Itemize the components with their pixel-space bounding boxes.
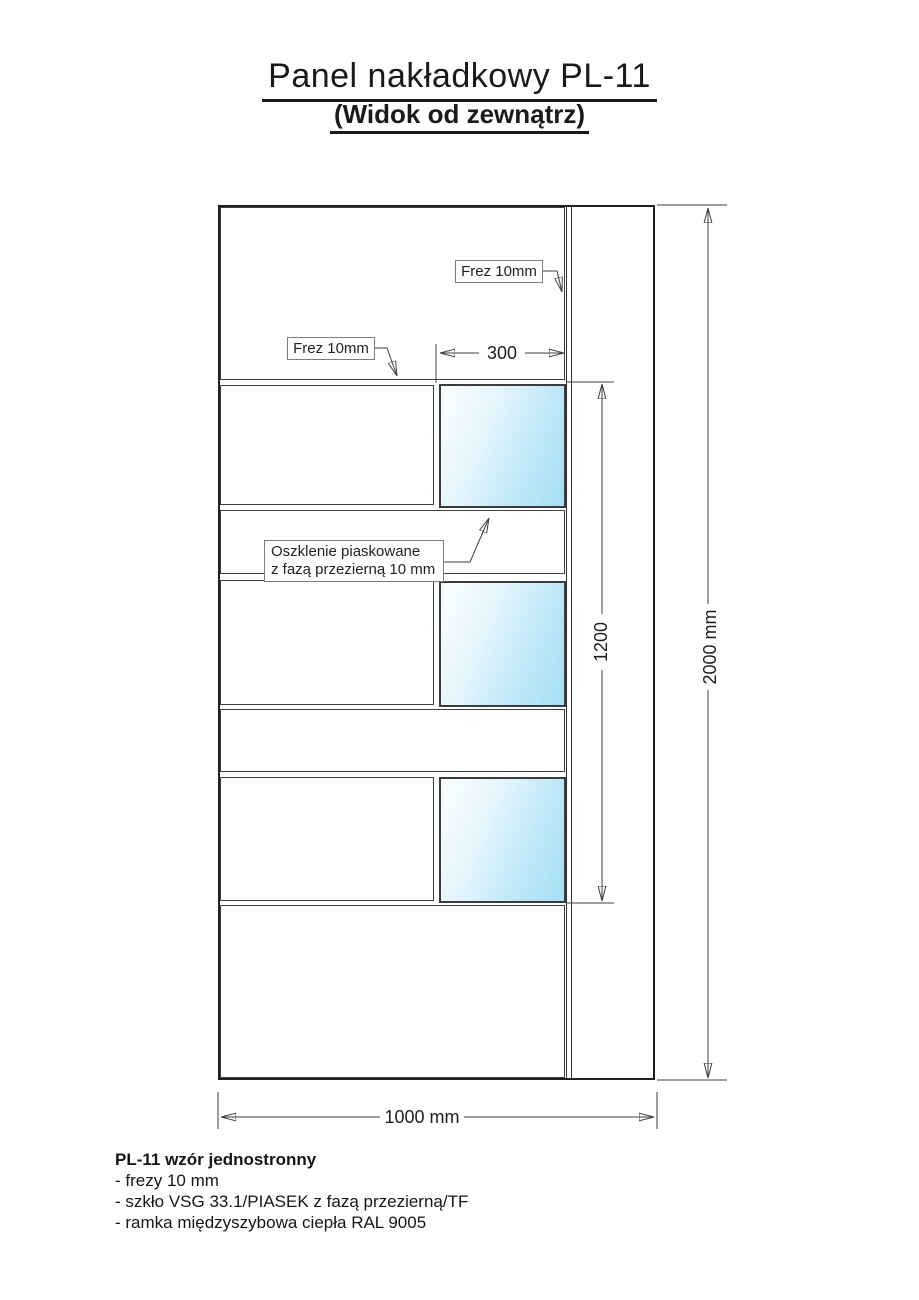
dimension-panel-width: 1000 mm (380, 1105, 464, 1129)
glass-pane-1 (439, 384, 566, 508)
panel-gap-band-2 (220, 709, 565, 772)
dimension-panel-height: 2000 mm (690, 604, 730, 690)
callout-glazing-line1: Oszklenie piaskowane (271, 543, 421, 560)
page-title-row (0, 55, 919, 102)
spec-note-item: - ramka międzyszybowa ciepła RAL 9005 (115, 1213, 427, 1232)
spec-note-item: - szkło VSG 33.1/PIASEK z fazą przezierną/TF (115, 1192, 469, 1211)
spec-notes-heading: PL-11 wzór jednostronny (115, 1150, 317, 1169)
panel-bottom-band (220, 905, 565, 1078)
callout-frez-top-label: Frez 10mm (461, 263, 537, 280)
panel-section-2-left (220, 580, 434, 705)
spec-notes (115, 1149, 615, 1233)
vertical-groove (566, 207, 572, 1078)
panel-section-3-left (220, 777, 434, 901)
page-subtitle: (Widok od zewnątrz) (330, 99, 589, 134)
panel-section-1-left (220, 385, 434, 505)
callout-frez-top (455, 260, 543, 283)
dimension-glass-width: 300 (479, 342, 525, 364)
callout-frez-left-label: Frez 10mm (293, 340, 369, 357)
glass-pane-2 (439, 581, 566, 707)
dimension-glazed-zone-height: 1200 (582, 614, 620, 670)
page-subtitle-row (0, 99, 919, 134)
callout-frez-left (287, 337, 375, 360)
spec-note-item: - frezy 10 mm (115, 1171, 219, 1190)
page-title: Panel nakładkowy PL-11 (262, 55, 657, 102)
callout-glazing (264, 540, 444, 582)
callout-glazing-line2: z fazą przezierną 10 mm (271, 561, 436, 578)
glass-pane-3 (439, 777, 566, 903)
